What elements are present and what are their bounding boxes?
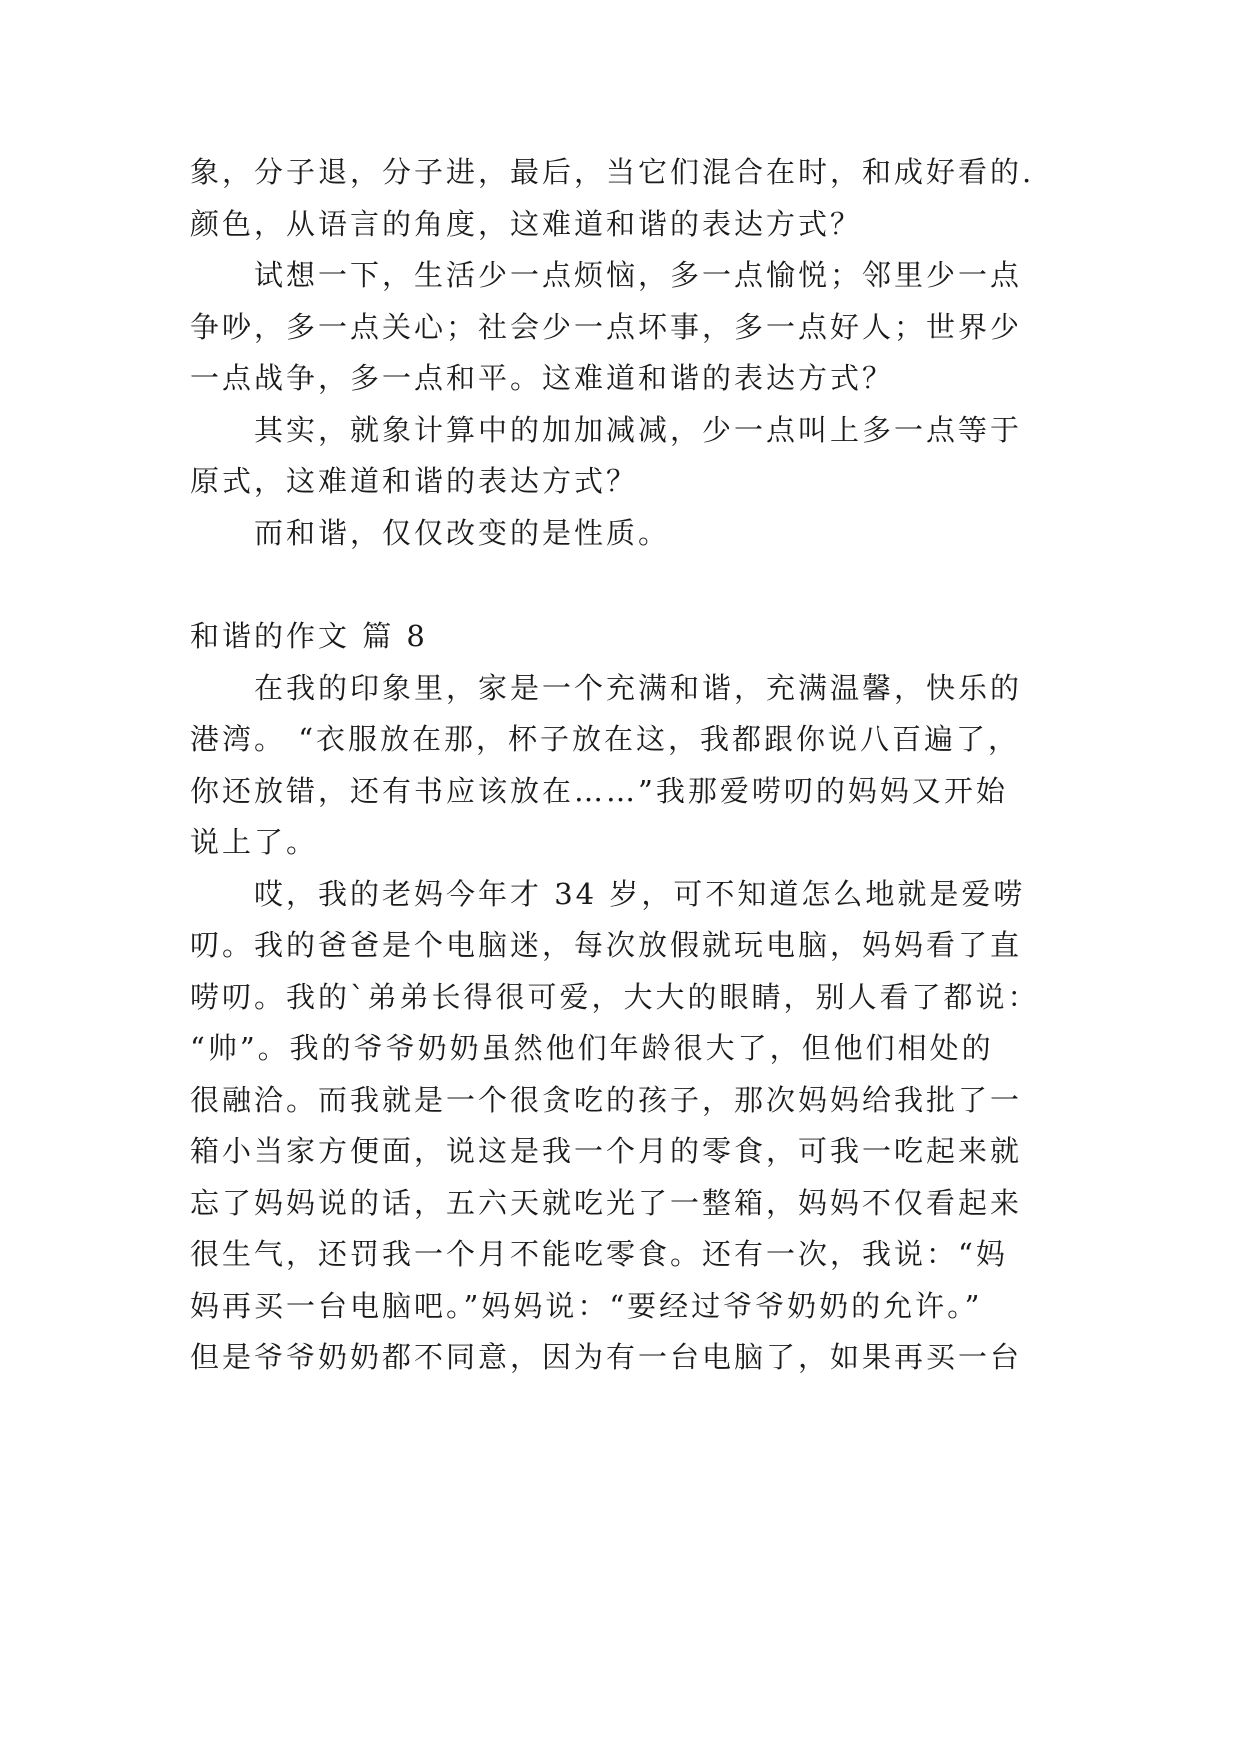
text-line: 你还放错，还有书应该放在……”我那爱唠叨的妈妈又开始 (190, 774, 1008, 808)
text-line: 忘了妈妈说的话，五六天就吃光了一整箱，妈妈不仅看起来 (190, 1186, 1023, 1220)
text-line: 原式，这难道和谐的表达方式？ (190, 464, 639, 498)
text-line: 象，分子退，分子进，最后，当它们混合在时，和成好看的. (190, 155, 1035, 189)
text-line: 争吵，多一点关心；社会少一点坏事，多一点好人；世界少 (190, 310, 1023, 344)
paragraph-first-line: 其实，就象计算中的加加减减，少一点叫上多一点等于 (254, 413, 1023, 447)
section-title: 和谐的作文 篇 8 (190, 619, 428, 653)
text-line: 妈再买一台电脑吧。”妈妈说：“要经过爷爷奶奶的允许。” (190, 1289, 983, 1323)
text-line: 但是爷爷奶奶都不同意，因为有一台电脑了，如果再买一台 (190, 1340, 1023, 1374)
text-line: 很融洽。而我就是一个很贪吃的孩子，那次妈妈给我批了一 (190, 1083, 1023, 1117)
paragraph-first-line: 试想一下，生活少一点烦恼，多一点愉悦；邻里少一点 (254, 258, 1023, 292)
text-line: 颜色，从语言的角度，这难道和谐的表达方式？ (190, 207, 863, 241)
text-line: 一点战争，多一点和平。这难道和谐的表达方式？ (190, 361, 895, 395)
paragraph-first-line: 而和谐，仅仅改变的是性质。 (254, 516, 671, 550)
text-line: 说上了。 (190, 825, 319, 859)
text-line: 箱小当家方便面，说这是我一个月的零食，可我一吃起来就 (190, 1134, 1023, 1168)
text-line: 港湾。 “衣服放在那，杯子放在这，我都跟你说八百遍了， (190, 722, 1021, 756)
paragraph-first-line: 哎，我的老妈今年才 34 岁，可不知道怎么地就是爱唠 (254, 877, 1026, 911)
text-line: 叨。我的爸爸是个电脑迷，每次放假就玩电脑，妈妈看了直 (190, 928, 1023, 962)
text-line: 很生气，还罚我一个月不能吃零食。还有一次，我说：“妈 (190, 1237, 1008, 1271)
text-line: 唠叨。我的`弟弟长得很可爱，大大的眼睛，别人看了都说： (190, 980, 1040, 1014)
paragraph-first-line: 在我的印象里，家是一个充满和谐，充满温馨，快乐的 (254, 671, 1023, 705)
text-line: “帅”。我的爷爷奶奶虽然他们年龄很大了，但他们相处的 (190, 1031, 994, 1065)
